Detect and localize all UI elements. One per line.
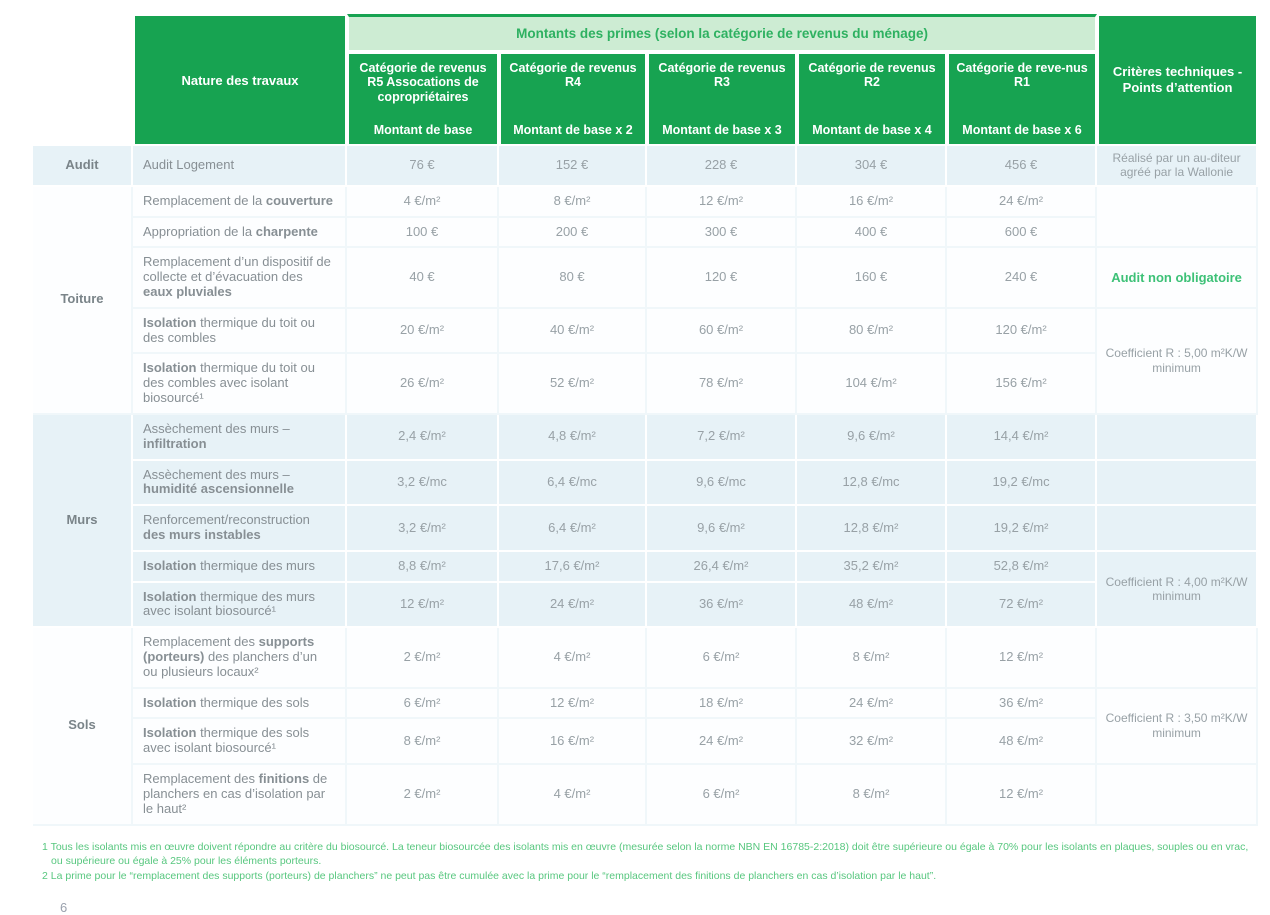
criteria-cell: Audit non obligatoire [1097, 248, 1258, 308]
category-multiplier: Montant de base [373, 122, 473, 137]
work-label [133, 719, 347, 765]
work-label-segment: thermique des murs [196, 557, 315, 573]
amount-cell: 8 €/m² [797, 628, 947, 688]
work-label-segment: Remplacement d’un dispositif de collecte et d’évacuation des [143, 254, 331, 285]
amount-cell: 228 € [647, 146, 797, 187]
amount-cell: 32 €/m² [797, 719, 947, 765]
work-label-segment: thermique des sols [196, 694, 310, 710]
amount-cell: 19,2 €/m² [947, 506, 1097, 552]
work-label-segment: infiltration [143, 435, 207, 451]
work-label-segment: Assèchement des murs – [143, 420, 290, 436]
table-row [33, 583, 1258, 629]
work-label-segment: des planchers d’un ou plusieurs locaux² [143, 649, 318, 679]
footnote-text: La prime pour le “remplacement des supports (porteurs) de planchers” ne peut pas être cumulée avec la prime pour le “remplacement des finitions de planchers en cas d’isolation par le haut”. [50, 869, 937, 882]
amount-cell: 9,6 €/mc [647, 461, 797, 507]
column-header-criteria: Critères techniques - Points d’attention [1097, 14, 1258, 146]
amount-cell: 72 €/m² [947, 583, 1097, 629]
amount-cell: 200 € [499, 218, 647, 249]
amount-cell: 52,8 €/m² [947, 552, 1097, 583]
table-row [33, 628, 1258, 688]
amount-cell: 48 €/m² [947, 719, 1097, 765]
work-label-segment: Isolation [143, 360, 197, 376]
amount-cell: 6 €/m² [647, 628, 797, 688]
table-row [33, 552, 1258, 583]
amount-cell: 17,6 €/m² [499, 552, 647, 583]
table-row [33, 506, 1258, 552]
column-header-category-r2 [797, 52, 947, 146]
column-header-nature: Nature des travaux [133, 14, 347, 146]
amount-cell: 78 €/m² [647, 354, 797, 414]
work-label [133, 689, 347, 720]
work-label-segment: Appropriation de la [143, 223, 256, 239]
amount-cell: 24 €/m² [797, 689, 947, 720]
amount-cell: 4 €/m² [499, 628, 647, 688]
work-label-segment: des murs instables [143, 526, 261, 542]
amount-cell: 26 €/m² [347, 354, 499, 414]
work-label-segment: Remplacement des [143, 771, 259, 787]
work-label [133, 506, 347, 552]
footnotes [42, 840, 1252, 884]
amount-cell: 80 € [499, 248, 647, 308]
table-row [33, 218, 1258, 249]
category-multiplier: Montant de base x 2 [513, 122, 633, 137]
work-label-segment: thermique des murs avec isolant biosourcé¹ [143, 588, 315, 619]
amount-cell: 8 €/m² [797, 765, 947, 825]
work-label-segment: Remplacement de la [143, 192, 266, 208]
criteria-cell [1097, 765, 1258, 825]
work-label-segment: de planchers en cas d’isolation par le haut² [143, 771, 328, 816]
work-label-segment: Renforcement/reconstruction [143, 512, 310, 528]
amount-cell: 12,8 €/m² [797, 506, 947, 552]
work-label-segment: Assèchement des murs – [143, 466, 290, 482]
amount-cell: 52 €/m² [499, 354, 647, 414]
work-label-segment: thermique du toit ou des combles [143, 314, 315, 345]
work-label [133, 248, 347, 308]
amount-cell: 12 €/m² [947, 765, 1097, 825]
amount-cell: 6,4 €/mc [499, 461, 647, 507]
work-label-segment: Isolation [143, 725, 197, 741]
work-label-segment: Isolation [143, 588, 197, 604]
amount-cell: 24 €/m² [499, 583, 647, 629]
amount-cell: 12 €/m² [499, 689, 647, 720]
amount-cell: 9,6 €/m² [647, 506, 797, 552]
amount-cell: 104 €/m² [797, 354, 947, 414]
work-label [133, 415, 347, 461]
primes-table [33, 14, 1258, 826]
table-row [33, 765, 1258, 825]
section-label-sols: Sols [33, 628, 133, 825]
section-label-audit: Audit [33, 146, 133, 187]
criteria-cell: Coefficient R : 4,00 m²K/W minimum [1097, 552, 1258, 628]
amount-cell: 300 € [647, 218, 797, 249]
work-label [133, 552, 347, 583]
work-label [133, 583, 347, 629]
amount-cell: 6 €/m² [347, 689, 499, 720]
work-label-segment: couverture [265, 192, 334, 208]
work-label [133, 765, 347, 825]
work-label-segment: Isolation [143, 557, 197, 573]
category-title: Catégorie de reve-nus R1 [956, 61, 1088, 90]
criteria-cell [1097, 506, 1258, 552]
criteria-cell [1097, 628, 1258, 688]
table-row [33, 248, 1258, 308]
category-title: Catégorie de revenus R4 [509, 61, 637, 90]
criteria-cell [1097, 415, 1258, 461]
amount-cell: 8 €/m² [347, 719, 499, 765]
amount-cell: 24 €/m² [647, 719, 797, 765]
amount-cell: 76 € [347, 146, 499, 187]
amount-cell: 8,8 €/m² [347, 552, 499, 583]
amount-cell: 2 €/m² [347, 628, 499, 688]
amount-cell: 400 € [797, 218, 947, 249]
footnote-2 [42, 869, 1252, 884]
footnote-text: Tous les isolants mis en œuvre doivent répondre au critère du biosourcé. La teneur biosourcée des isolants mis en œuvre (mesurée selon la norme NBN EN 16785-2:2018) doit être supérieure ou égale à 70% pour les isolants en plaques, souples ou en vrac, ou supérieure ou égale à 25% pour les éléments porteurs. [50, 840, 1249, 868]
amount-cell: 40 €/m² [499, 309, 647, 355]
amount-cell: 35,2 €/m² [797, 552, 947, 583]
amount-cell: 36 €/m² [647, 583, 797, 629]
work-label [133, 309, 347, 355]
amount-cell: 80 €/m² [797, 309, 947, 355]
amount-cell: 304 € [797, 146, 947, 187]
amount-cell: 12 €/m² [647, 187, 797, 218]
work-label-segment: Isolation [143, 314, 197, 330]
amount-cell: 160 € [797, 248, 947, 308]
category-multiplier: Montant de base x 6 [962, 122, 1082, 137]
header-band-row [33, 14, 1258, 52]
work-label-segment: thermique du toit ou des combles avec isolant biosourcé¹ [143, 360, 315, 406]
amount-cell: 4 €/m² [347, 187, 499, 218]
table-corner [33, 14, 133, 146]
amount-cell: 240 € [947, 248, 1097, 308]
amount-cell: 16 €/m² [797, 187, 947, 218]
amount-cell: 12 €/m² [947, 628, 1097, 688]
amount-cell: 3,2 €/mc [347, 461, 499, 507]
amount-cell: 60 €/m² [647, 309, 797, 355]
work-label-segment: Audit Logement [143, 156, 235, 172]
work-label-segment: charpente [255, 223, 318, 239]
footnote-marker: 2 [42, 869, 48, 882]
amount-cell: 6,4 €/m² [499, 506, 647, 552]
work-label-segment: eaux pluviales [143, 284, 232, 300]
page-number: 6 [60, 899, 68, 915]
amount-cell: 9,6 €/m² [797, 415, 947, 461]
column-header-category-r4 [499, 52, 647, 146]
amount-cell: 600 € [947, 218, 1097, 249]
amount-cell: 20 €/m² [347, 309, 499, 355]
amount-cell: 2 €/m² [347, 765, 499, 825]
table-row [33, 415, 1258, 461]
amount-cell: 156 €/m² [947, 354, 1097, 414]
work-label-segment: thermique des sols avec isolant biosourcé¹ [143, 725, 310, 756]
table-row [33, 146, 1258, 187]
work-label [133, 187, 347, 218]
work-label-segment: Remplacement des [143, 634, 259, 650]
work-label [133, 628, 347, 688]
amount-cell: 48 €/m² [797, 583, 947, 629]
category-multiplier: Montant de base x 4 [812, 122, 932, 137]
category-title: Catégorie de revenus R2 [808, 61, 936, 90]
column-header-category-r3 [647, 52, 797, 146]
table-row [33, 187, 1258, 218]
category-multiplier: Montant de base x 3 [662, 122, 782, 137]
work-label-segment: humidité ascensionnelle [143, 481, 294, 497]
amount-cell: 36 €/m² [947, 689, 1097, 720]
work-label-segment: finitions [258, 771, 310, 787]
section-label-toiture: Toiture [33, 187, 133, 415]
amount-cell: 12 €/m² [347, 583, 499, 629]
work-label [133, 461, 347, 507]
criteria-cell: Réalisé par un au-diteur agréé par la Wallonie [1097, 146, 1258, 187]
category-title: Catégorie de revenus R5 Assocations de copropriétaires [359, 61, 487, 104]
amount-cell: 26,4 €/m² [647, 552, 797, 583]
table-row [33, 309, 1258, 355]
criteria-cell [1097, 461, 1258, 507]
table-row [33, 354, 1258, 414]
amount-cell: 14,4 €/m² [947, 415, 1097, 461]
amount-cell: 100 € [347, 218, 499, 249]
criteria-cell: Coefficient R : 3,50 m²K/W minimum [1097, 689, 1258, 765]
amount-cell: 456 € [947, 146, 1097, 187]
footnote-1 [42, 840, 1252, 869]
amount-cell: 12,8 €/mc [797, 461, 947, 507]
column-header-category-r5 [347, 52, 499, 146]
work-label-segment: Isolation [143, 694, 197, 710]
amount-cell: 152 € [499, 146, 647, 187]
criteria-cell [1097, 187, 1258, 249]
column-header-category-r1 [947, 52, 1097, 146]
amount-cell: 18 €/m² [647, 689, 797, 720]
amount-cell: 24 €/m² [947, 187, 1097, 218]
amount-cell: 4,8 €/m² [499, 415, 647, 461]
criteria-cell: Coefficient R : 5,00 m²K/W minimum [1097, 309, 1258, 415]
amount-cell: 2,4 €/m² [347, 415, 499, 461]
amount-cell: 16 €/m² [499, 719, 647, 765]
table-band-title: Montants des primes (selon la catégorie de revenus du ménage) [347, 14, 1097, 52]
amount-cell: 40 € [347, 248, 499, 308]
section-label-murs: Murs [33, 415, 133, 628]
amount-cell: 120 € [647, 248, 797, 308]
work-label [133, 146, 347, 187]
amount-cell: 120 €/m² [947, 309, 1097, 355]
amount-cell: 3,2 €/m² [347, 506, 499, 552]
work-label-segment: supports (porteurs) [143, 634, 315, 665]
table-row [33, 461, 1258, 507]
footnote-marker: 1 [42, 840, 48, 853]
work-label [133, 354, 347, 414]
amount-cell: 7,2 €/m² [647, 415, 797, 461]
work-label [133, 218, 347, 249]
table-row [33, 689, 1258, 720]
amount-cell: 4 €/m² [499, 765, 647, 825]
amount-cell: 8 €/m² [499, 187, 647, 218]
category-title: Catégorie de revenus R3 [658, 61, 786, 90]
table-row [33, 719, 1258, 765]
amount-cell: 6 €/m² [647, 765, 797, 825]
amount-cell: 19,2 €/mc [947, 461, 1097, 507]
